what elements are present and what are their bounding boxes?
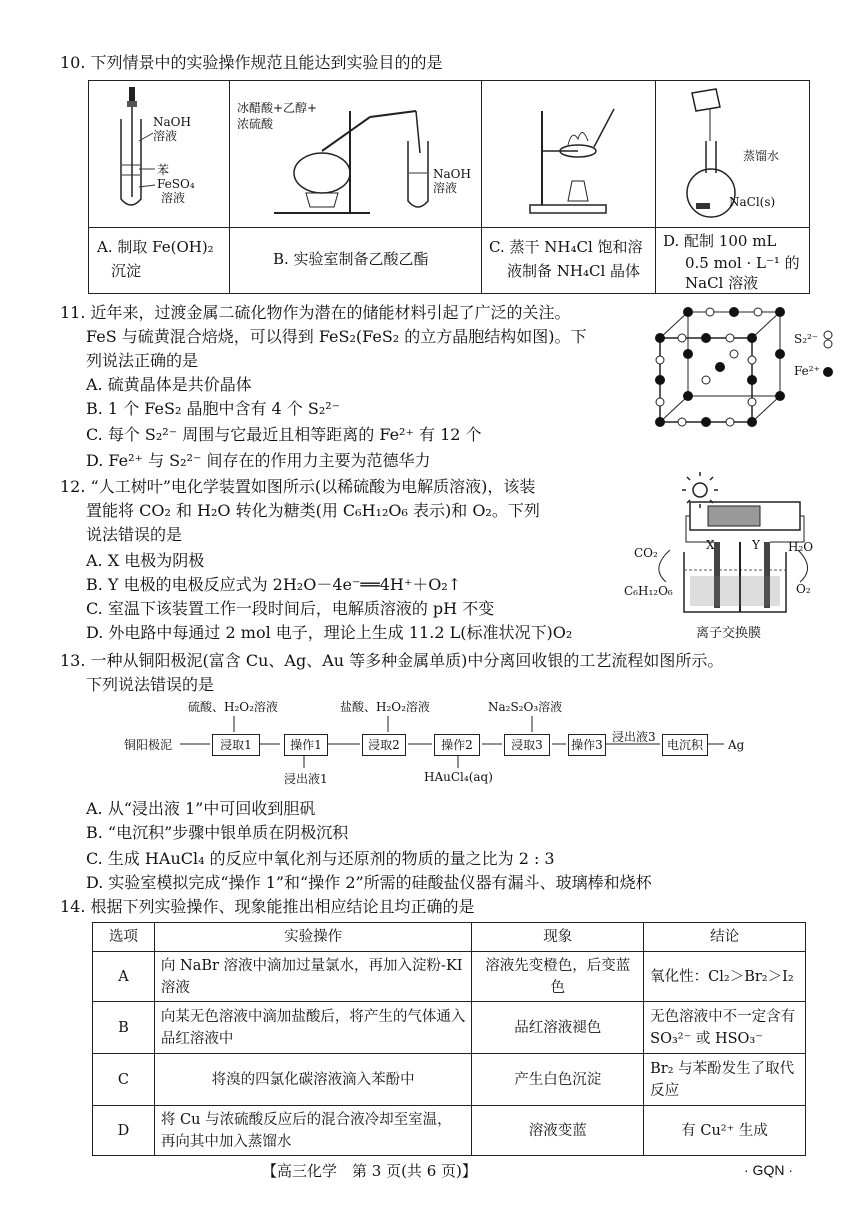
header-option: 选项: [93, 923, 155, 952]
d-nacl-label: NaCl(s): [729, 195, 776, 209]
a-naoh-label: NaOH: [153, 115, 191, 129]
fe-legend-label: Fe²⁺: [794, 364, 820, 378]
caption-c-line2: 液制备 NH₄Cl 晶体: [507, 262, 641, 280]
b-naoh-label: NaOH: [433, 167, 471, 181]
y-electrode-label: Y: [752, 538, 760, 552]
q14-stem: 14. 根据下列实验操作、现象能推出相应结论且均正确的是: [60, 897, 475, 916]
row-a-option: A: [93, 952, 155, 1002]
a-solution2-label: 溶液: [161, 191, 186, 205]
q13-option-d: D. 实验室模拟完成“操作 1”和“操作 2”所需的硅酸盐仪器有漏斗、玻璃棒和烧杯: [86, 873, 652, 892]
row-b-option: B: [93, 1002, 155, 1054]
flow-box-op2: 操作2: [434, 734, 480, 756]
q14-header-row: [93, 923, 806, 952]
row-a-conclusion: 氧化性：Cl₂＞Br₂＞I₂: [644, 952, 806, 1002]
a-benzene-label: 苯: [157, 163, 170, 177]
table-row: [93, 1106, 806, 1156]
row-b-conclusion: 无色溶液中不一定含有 SO₃²⁻ 或 HSO₃⁻: [644, 1002, 806, 1054]
q13-line1: 13. 一种从铜阳极泥(富含 Cu、Ag、Au 等多种金属单质)中分离回收银的工艺流程如图所示。: [60, 651, 724, 670]
q11-option-c: C. 每个 S₂²⁻ 周围与它最近且相等距离的 Fe²⁺ 有 12 个: [86, 425, 482, 444]
q13-option-b: B. “电沉积”步骤中银单质在阴极沉积: [86, 823, 349, 842]
q13-option-a: A. 从“浸出液 1”中可回收到胆矾: [86, 799, 316, 818]
row-a-operation: 向 NaBr 溶液中滴加过量氯水，再加入淀粉-KI 溶液: [154, 952, 471, 1002]
a-solution-label: 溶液: [153, 129, 178, 143]
flow-out-1: 浸出液1: [284, 772, 328, 786]
flow-box-leach3: 浸取3: [504, 734, 550, 756]
fe-oh2-apparatus-image: [89, 81, 229, 227]
page-footer: 【高三化学 第 3 页(共 6 页)】: [262, 1162, 477, 1180]
q12-line3: 说法错误的是: [86, 525, 183, 544]
table-row: [93, 1054, 806, 1106]
table-row: [93, 1002, 806, 1054]
flow-reagent-2: 盐酸、H₂O₂溶液: [340, 700, 430, 714]
q11-line2: FeS 与硫黄混合焙烧，可以得到 FeS₂(FeS₂ 的立方晶胞结构如图)。下: [86, 327, 587, 346]
x-electrode-label: X: [706, 538, 715, 552]
o2-label: O₂: [796, 582, 811, 596]
flow-box-leach1: 浸取1: [212, 734, 260, 756]
flow-reagent-3: Na₂S₂O₃溶液: [488, 700, 563, 714]
b-reagent-label: 冰醋酸+乙醇+: [237, 101, 318, 115]
caption-b: B. 实验室制备乙酸乙酯: [273, 250, 429, 268]
q12-option-d: D. 外电路中每通过 2 mol 电子，理论上生成 11.2 L(标准状况下)O₂: [86, 623, 573, 642]
flow-mid-label: 浸出液3: [612, 730, 656, 744]
h2o-label: H₂O: [788, 540, 814, 554]
header-conclusion: 结论: [644, 923, 806, 952]
q13-option-c: C. 生成 HAuCl₄ 的反应中氧化剂与还原剂的物质的量之比为 2 : 3: [86, 849, 555, 868]
glucose-label: C₆H₁₂O₆: [624, 584, 673, 598]
q12-option-a: A. X 电极为阴极: [86, 551, 205, 570]
s2-legend-label: S₂²⁻: [794, 332, 819, 346]
d-water-label: 蒸馏水: [743, 149, 780, 163]
row-c-operation: 将溴的四氯化碳溶液滴入苯酚中: [154, 1054, 471, 1106]
row-d-conclusion: 有 Cu²⁺ 生成: [644, 1106, 806, 1156]
q12-line1: 12. “人工树叶”电化学装置如图所示(以稀硫酸为电解质溶液)，该装: [60, 477, 536, 496]
flow-start: 铜阳极泥: [124, 738, 173, 752]
q10-stem: 10. 下列情景中的实验操作规范且能达到实验目的的是: [60, 53, 443, 72]
fes2-unit-cell-image: [652, 304, 792, 428]
q12-line2: 置能将 CO₂ 和 H₂O 转化为糖类(用 C₆H₁₂O₆ 表示)和 O₂。下列: [86, 501, 540, 520]
q12-option-b: B. Y 电极的电极反应式为 2H₂O－4e⁻══4H⁺＋O₂↑: [86, 575, 462, 594]
caption-a-line1: A. 制取 Fe(OH)₂: [97, 238, 214, 256]
row-c-conclusion: Br₂ 与苯酚发生了取代反应: [644, 1054, 806, 1106]
membrane-label: 离子交换膜: [696, 626, 762, 641]
caption-d-line1: D. 配制 100 mL: [663, 232, 777, 250]
s2-legend-icon: [820, 330, 836, 350]
q11-option-d: D. Fe²⁺ 与 S₂²⁻ 间存在的作用力主要为范德华力: [86, 451, 431, 470]
caption-a-line2: 沉淀: [111, 262, 142, 280]
row-c-option: C: [93, 1054, 155, 1106]
row-a-phenomenon: 溶液先变橙色，后变蓝色: [472, 952, 644, 1002]
q11-line3: 列说法正确的是: [86, 351, 199, 370]
row-b-phenomenon: 品红溶液褪色: [472, 1002, 644, 1054]
row-b-operation: 向某无色溶液中滴加盐酸后，将产生的气体通入品红溶液中: [154, 1002, 471, 1054]
q12-option-c: C. 室温下该装置工作一段时间后，电解质溶液的 pH 不变: [86, 599, 495, 618]
caption-d-line3: NaCl 溶液: [685, 274, 759, 292]
q11-option-b: B. 1 个 FeS₂ 晶胞中含有 4 个 S₂²⁻: [86, 399, 341, 418]
row-d-option: D: [93, 1106, 155, 1156]
q11-option-a: A. 硫黄晶体是共价晶体: [86, 375, 252, 394]
q10-table: [88, 80, 810, 294]
q13-line2: 下列说法错误的是: [86, 675, 215, 694]
flow-reagent-1: 硫酸、H₂O₂溶液: [188, 700, 278, 714]
co2-label: CO₂: [634, 546, 658, 560]
fe-legend-icon: [820, 364, 836, 380]
caption-d-line2: 0.5 mol · L⁻¹ 的: [685, 254, 800, 272]
header-phenomenon: 现象: [472, 923, 644, 952]
table-row: [93, 952, 806, 1002]
row-d-operation: 将 Cu 与浓硫酸反应后的混合液冷却至室温，再向其中加入蒸馏水: [154, 1106, 471, 1156]
flow-out-2: HAuCl₄(aq): [424, 770, 493, 784]
row-d-phenomenon: 溶液变蓝: [472, 1106, 644, 1156]
flow-box-electrodeposition: 电沉积: [662, 734, 708, 756]
evaporation-apparatus-image: [482, 81, 654, 227]
flow-box-op3: 操作3: [568, 734, 606, 756]
flow-box-op1: 操作1: [284, 734, 328, 756]
row-c-phenomenon: 产生白色沉淀: [472, 1054, 644, 1106]
flow-end: Ag: [728, 738, 745, 752]
q11-line1: 11. 近年来，过渡金属二硫化物作为潜在的储能材料引起了广泛的关注。: [60, 303, 571, 322]
footer-code: · GQN ·: [744, 1162, 793, 1178]
caption-c-line1: C. 蒸干 NH₄Cl 饱和溶: [489, 238, 643, 256]
b-h2so4-label: 浓硫酸: [237, 117, 274, 131]
q14-table: [92, 922, 806, 1156]
b-solution-label: 溶液: [433, 181, 458, 195]
flow-box-leach2: 浸取2: [362, 734, 406, 756]
header-operation: 实验操作: [154, 923, 471, 952]
a-feso4-label: FeSO₄: [157, 177, 195, 191]
